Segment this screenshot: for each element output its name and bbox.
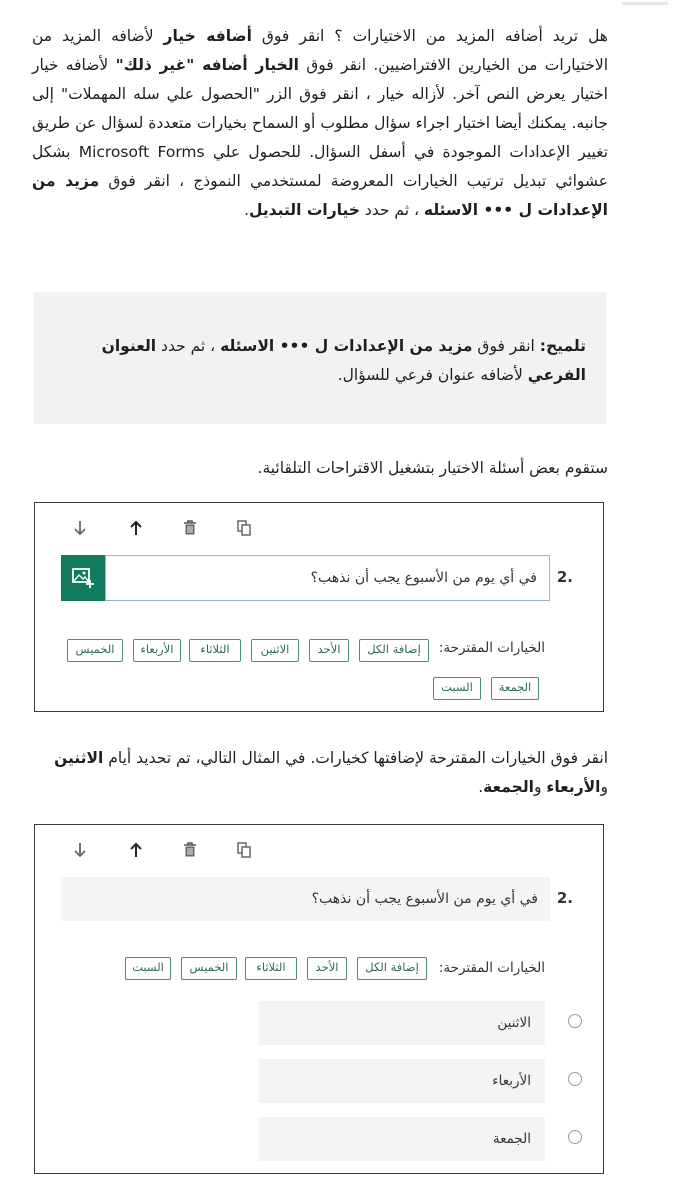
bold-text: الاثنين [54,749,104,767]
option-field-wednesday[interactable]: الأربعاء [259,1059,545,1103]
option-field-friday[interactable]: الجمعة [259,1117,545,1161]
bold-text: الاسئله [423,201,479,219]
arrow-up-icon[interactable] [125,517,147,539]
chip-add-all[interactable]: إضافة الكل [359,639,429,662]
chip-add-all[interactable]: إضافة الكل [357,957,427,980]
question-number: 2. [556,568,573,586]
question-number: 2. [556,889,573,907]
question-input[interactable]: في أي يوم من الأسبوع يجب أن نذهب؟ [105,555,550,601]
bold-text: الخيار أضافه "غير ذلك" [115,56,299,74]
arrow-up-icon[interactable] [125,839,147,861]
radio-button[interactable] [568,1014,582,1028]
chip-thursday[interactable]: الخميس [181,957,237,980]
chip-sunday[interactable]: الأحد [309,639,349,662]
bold-text: خيارات التبديل [249,201,360,219]
chip-saturday[interactable]: السبت [125,957,171,980]
copy-icon[interactable] [233,839,255,861]
text: . [478,778,484,796]
intro-paragraph [32,22,608,225]
more-dots-icon: ••• [478,201,519,219]
bold-text: الاسئله [220,337,275,355]
suggested-options-label: الخيارات المقترحة: [438,960,545,976]
radio-button[interactable] [568,1072,582,1086]
bold-text: الجمعة [483,778,534,796]
tip-box [34,292,606,424]
arrow-down-icon[interactable] [69,517,91,539]
question-card-suggestions [34,502,604,712]
bold-text: مزيد من الإعدادات ل [32,172,608,219]
chip-wednesday[interactable]: الأربعاء [133,639,181,662]
text: لأضافه عنوان فرعي للسؤال. [337,366,528,384]
top-divider [622,2,668,5]
tip-label: تلميح: [539,337,586,355]
chip-saturday[interactable]: السبت [433,677,481,700]
text: لأضافه المزيد من الاختيارات من الخيارين الافتراضيين. انقر فوق [32,27,608,74]
bold-text: أضافه خيار [163,27,252,45]
copy-icon[interactable] [233,517,255,539]
chip-tuesday[interactable]: الثلاثاء [245,957,297,980]
suggested-options-label: الخيارات المقترحة: [438,640,545,656]
chip-tuesday[interactable]: الثلاثاء [189,639,241,662]
text: لأضافه خيار اختيار يعرض النص آخر. لأزاله خيار ، انقر فوق الزر "الحصول علي سله المهملات" إلى جانبه. يمكنك أيضا اختيار اجراء سؤال مطلوب أو السماح بخيارات متعددة لسؤال عن طريق تغيير الإعدادات الموجودة في أسفل السؤال. للحصول علي Microsoft Forms بشكل عشوائي تبديل ترتيب الخيارات المعروضة لمستخدمي النموذج ، انقر فوق [32,56,609,190]
trash-icon[interactable] [179,839,201,861]
bold-text: الأربعاء [546,778,601,796]
chip-friday[interactable]: الجمعة [491,677,539,700]
text: انقر فوق [472,337,540,355]
more-dots-icon: ••• [274,337,315,355]
trash-icon[interactable] [179,517,201,539]
chip-monday[interactable]: الاثنين [251,639,299,662]
text: ، ثم حدد [359,201,424,219]
bold-text: مزيد من الإعدادات ل [314,337,473,355]
text: . [244,201,250,219]
text: هل تريد أضافه المزيد من الاختيارات ؟ انقر فوق [251,27,608,45]
text: و [600,778,608,796]
chip-sunday[interactable]: الأحد [307,957,347,980]
text: و [533,778,547,796]
text: انقر فوق الخيارات المقترحة لإضافتها كخيارات. في المثال التالي، تم تحديد أيام [103,749,608,767]
bold-text: العنوان الفرعي [101,337,586,384]
text: ، ثم حدد [156,337,221,355]
click-suggestions-paragraph [32,744,608,802]
chip-thursday[interactable]: الخميس [67,639,123,662]
tip-text [76,332,586,390]
question-input[interactable]: في أي يوم من الأسبوع يجب أن نذهب؟ [61,877,550,921]
auto-suggest-paragraph: ستقوم بعض أسئلة الاختيار بتشغيل الاقتراحات التلقائية. [257,459,608,477]
insert-image-button[interactable] [61,555,105,601]
arrow-down-icon[interactable] [69,839,91,861]
question-card-options [34,824,604,1174]
radio-button[interactable] [568,1130,582,1144]
option-field-monday[interactable]: الاثنين [259,1001,545,1045]
